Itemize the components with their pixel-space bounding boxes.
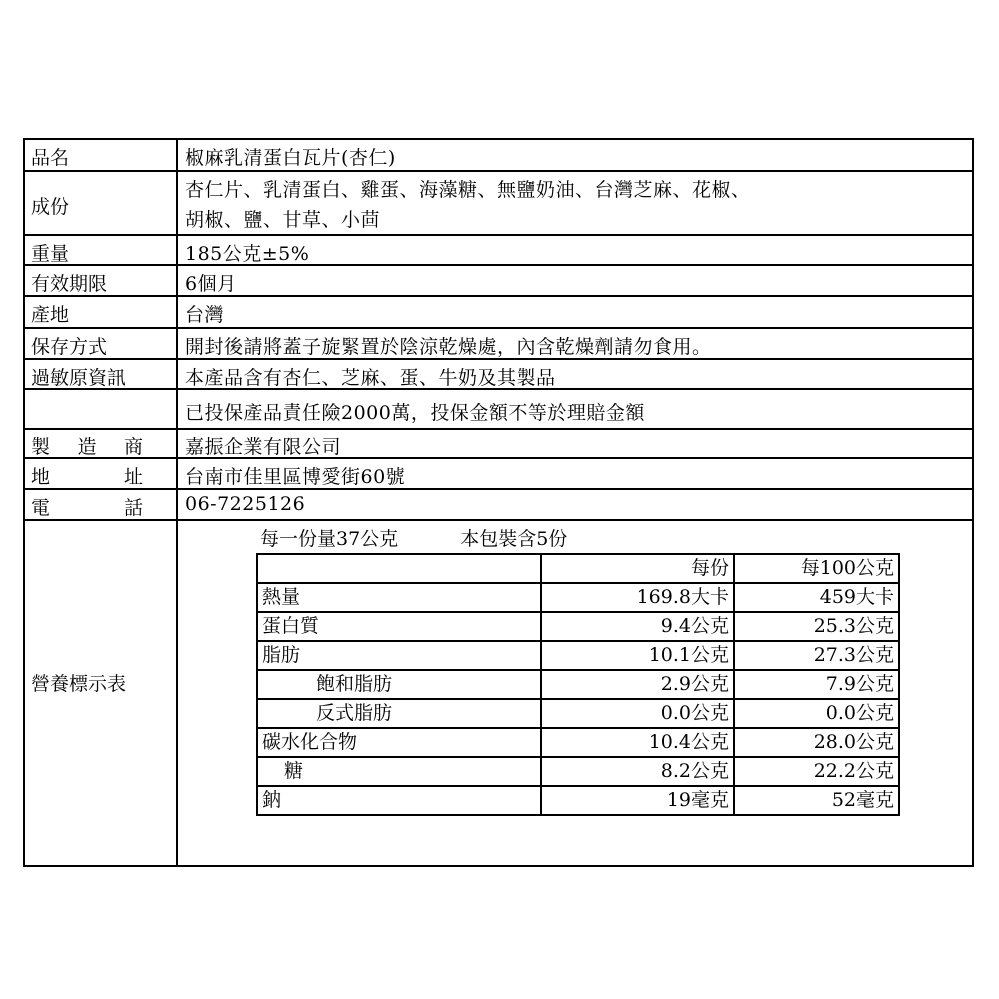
nutrition-serving-info <box>260 524 567 551</box>
value-shelf-life: 6個月 <box>185 273 237 295</box>
label-maker: 製 造 商 <box>31 436 143 458</box>
nutrition-header-row <box>257 554 899 583</box>
value-phone: 06-7225126 <box>185 493 306 515</box>
nutrition-row <box>257 757 899 786</box>
row-allergen <box>25 358 972 388</box>
row-origin <box>25 295 972 327</box>
nutrient-per-100g: 52毫克 <box>734 786 899 815</box>
nutrient-per-100g: 28.0公克 <box>734 728 899 757</box>
nutrition-facts-table <box>256 553 900 816</box>
row-shelf-life <box>25 264 972 295</box>
nutrient-name: 熱量 <box>257 583 541 612</box>
value-maker: 嘉振企業有限公司 <box>185 436 342 458</box>
nutrient-name: 脂肪 <box>257 641 541 670</box>
nutrient-per-serving: 8.2公克 <box>541 757 734 786</box>
nutrition-row <box>257 583 899 612</box>
nutrient-per-100g: 25.3公克 <box>734 612 899 641</box>
value-ingredients-line1: 杏仁片、乳清蛋白、雞蛋、海藻糖、無鹽奶油、台灣芝麻、花椒、 <box>185 179 751 201</box>
nutrition-header-blank <box>257 554 541 583</box>
value-address: 台南市佳里區博愛街60號 <box>185 466 406 488</box>
serving-size: 每一份量37公克 <box>260 528 399 550</box>
value-origin: 台灣 <box>185 304 225 326</box>
servings-per-pack: 本包裝含5份 <box>460 528 568 550</box>
label-storage: 保存方式 <box>31 336 108 358</box>
row-ingredients <box>25 170 972 234</box>
header-per-serving: 每份 <box>541 554 734 583</box>
nutrition-row <box>257 612 899 641</box>
label-phone: 電 話 <box>31 497 143 519</box>
nutrient-name: 鈉 <box>257 786 541 815</box>
nutrient-per-100g: 459大卡 <box>734 583 899 612</box>
nutrition-row <box>257 728 899 757</box>
row-address <box>25 457 972 488</box>
value-ingredients-line2: 胡椒、鹽、甘草、小茴 <box>185 209 381 231</box>
row-maker <box>25 428 972 457</box>
nutrient-per-serving: 10.4公克 <box>541 728 734 757</box>
nutrient-name: 蛋白質 <box>257 612 541 641</box>
nutrient-per-serving: 0.0公克 <box>541 699 734 728</box>
row-nutrition <box>25 519 972 865</box>
value-storage: 開封後請將蓋子旋緊置於陰涼乾燥處，內含乾燥劑請勿食用。 <box>185 336 712 358</box>
row-phone <box>25 488 972 519</box>
value-weight: 185公克±5% <box>185 243 310 265</box>
nutrition-row <box>257 699 899 728</box>
nutrient-name: 反式脂肪 <box>257 699 541 728</box>
nutrient-per-serving: 19毫克 <box>541 786 734 815</box>
value-allergen: 本產品含有杏仁、芝麻、蛋、牛奶及其製品 <box>185 367 556 389</box>
nutrient-per-serving: 10.1公克 <box>541 641 734 670</box>
value-product-name: 椒麻乳清蛋白瓦片(杏仁) <box>185 147 396 169</box>
label-shelf-life: 有效期限 <box>31 273 108 295</box>
nutrient-name: 飽和脂肪 <box>257 670 541 699</box>
nutrient-per-100g: 27.3公克 <box>734 641 899 670</box>
product-label-table <box>23 138 974 867</box>
nutrient-per-serving: 9.4公克 <box>541 612 734 641</box>
value-insurance: 已投保產品責任險2000萬，投保金額不等於理賠金額 <box>185 402 645 424</box>
label-ingredients: 成份 <box>31 196 70 218</box>
nutrition-row <box>257 641 899 670</box>
nutrition-row <box>257 670 899 699</box>
label-address: 地 址 <box>31 466 143 488</box>
label-nutrition: 營養標示表 <box>31 673 127 695</box>
nutrient-per-100g: 22.2公克 <box>734 757 899 786</box>
label-product-name: 品名 <box>31 147 70 169</box>
nutrient-per-100g: 7.9公克 <box>734 670 899 699</box>
label-weight: 重量 <box>31 243 70 265</box>
row-insurance <box>25 388 972 428</box>
nutrient-name: 碳水化合物 <box>257 728 541 757</box>
header-per-100g: 每100公克 <box>734 554 899 583</box>
nutrient-per-serving: 2.9公克 <box>541 670 734 699</box>
nutrition-row <box>257 786 899 815</box>
nutrient-per-100g: 0.0公克 <box>734 699 899 728</box>
label-allergen: 過敏原資訊 <box>31 367 127 389</box>
nutrient-per-serving: 169.8大卡 <box>541 583 734 612</box>
row-weight <box>25 234 972 264</box>
label-origin: 產地 <box>31 304 70 326</box>
row-storage <box>25 327 972 358</box>
row-product-name <box>25 140 972 170</box>
nutrient-name: 糖 <box>257 757 541 786</box>
